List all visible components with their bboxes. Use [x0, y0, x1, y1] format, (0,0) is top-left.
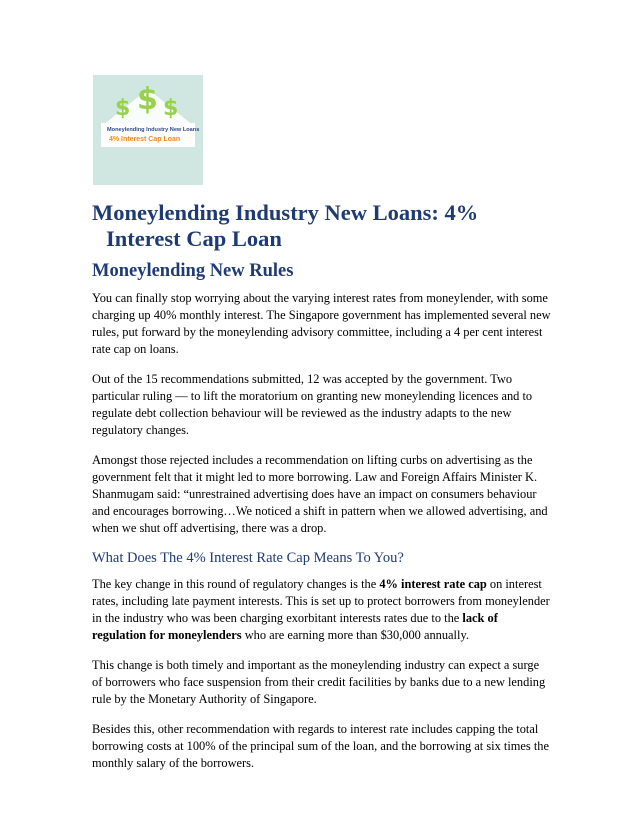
paragraph: Amongst those rejected includes a recommendation on lifting curbs on advertising as the government felt that it might led to more borrowing. Law and Foreign Affairs Minister K. Shanmugam said: “unrestrained advertising does have an impact on consumers behaviour and encourages borrowing…We noticed a shift in pattern when we allowed advertising, and when we shut off advertising, there was a drop.	[92, 453, 548, 535]
svg-text:$: $	[137, 82, 158, 117]
paragraph: Besides this, other recommendation with regards to interest rate includes capping the total borrowing costs at 100% of the principal sum of the loan, and the borrowing at six times the monthly salary of the borrowers.	[92, 722, 549, 770]
paragraph: This change is both timely and important as the moneylending industry can expect a surge of borrowers who face suspension from their credit facilities by banks due to a new lending rule by the Monetary Authority of Singapore.	[92, 658, 546, 706]
article-thumbnail	[93, 75, 203, 185]
paragraph	[92, 576, 552, 644]
logo-line1: Moneylending Industry New Loans	[107, 127, 200, 133]
section-heading: What Does The 4% Interest Rate Cap Means To You?	[92, 550, 404, 566]
svg-text:$: $	[115, 96, 131, 121]
logo-line2: 4% Interest Cap Loan	[109, 136, 181, 143]
bold-text: lack of regulation for moneylenders	[92, 611, 498, 642]
paragraph: Out of the 15 recommendations submitted, 12 was accepted by the government. Two particular ruling — to lift the moratorium on granting new moneylending licences and to regulate debt collection behaviour will be reviewed as the industry adapts to the new regulatory changes.	[92, 372, 533, 437]
svg-text:$: $	[163, 96, 179, 121]
text-run: who are earning more than $30,000 annually.	[241, 628, 469, 642]
article-body	[92, 200, 552, 772]
text-run: The key change in this round of regulatory changes is the	[92, 577, 380, 591]
page-title: Moneylending Industry New Loans: 4% Interest Cap Loan	[92, 200, 479, 251]
text-run: on interest rates, including late payment interests. This is set up to protect borrowers from moneylender in the industry who was been charging exorbitant interests rates due to the	[92, 577, 550, 625]
paragraph: You can finally stop worrying about the varying interest rates from moneylender, with some charging up 40% monthly interest. The Singapore government has implemented several new rules, put forward by the moneylending advisory committee, including a 4 per cent interest rate cap on loans.	[92, 291, 551, 356]
bold-text: 4% interest rate cap	[379, 577, 487, 591]
section-title: Moneylending New Rules	[92, 261, 294, 281]
